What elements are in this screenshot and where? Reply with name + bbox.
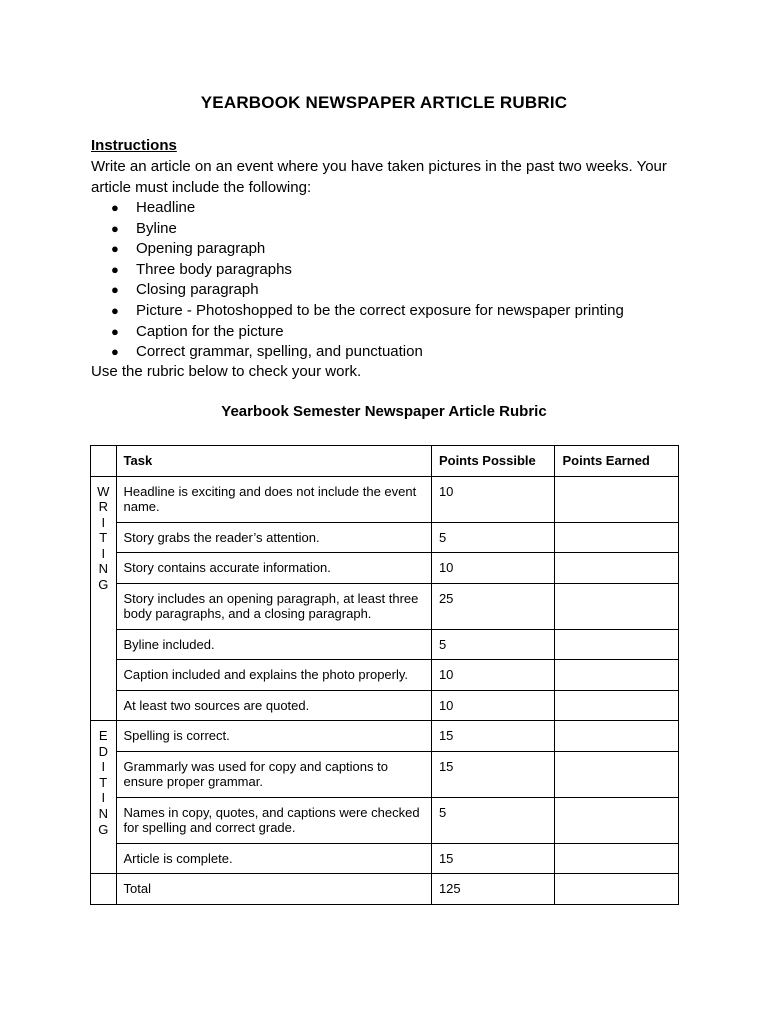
section-letter: I xyxy=(101,759,106,775)
points-possible-cell: 10 xyxy=(431,690,555,721)
table-row xyxy=(91,660,679,691)
bullet-icon: ● xyxy=(111,241,119,257)
section-letter: T xyxy=(99,530,108,546)
task-cell: Story includes an opening paragraph, at least three body paragraphs, and a closing paragraph. xyxy=(116,583,431,629)
requirement-text: Three body paragraphs xyxy=(136,260,292,278)
section-label-editing xyxy=(91,721,117,874)
task-cell: Names in copy, quotes, and captions were checked for spelling and correct grade. xyxy=(116,797,431,843)
table-row xyxy=(91,797,679,843)
bullet-icon: ● xyxy=(111,261,119,277)
total-label: Total xyxy=(116,874,431,905)
header-points-possible: Points Possible xyxy=(431,446,555,477)
instructions-intro: Write an article on an event where you have taken pictures in the past two weeks. Your article must include the following: xyxy=(91,158,667,196)
task-cell: Caption included and explains the photo properly. xyxy=(116,660,431,691)
task-cell: Byline included. xyxy=(116,629,431,660)
table-row xyxy=(91,583,679,629)
requirement-item xyxy=(91,198,624,219)
section-letter: E xyxy=(98,728,108,743)
points-possible-cell: 10 xyxy=(431,553,555,584)
rubric-table xyxy=(90,445,679,905)
section-letter: W xyxy=(97,483,110,499)
requirement-text: Headline xyxy=(136,199,196,216)
points-earned-cell[interactable] xyxy=(555,583,679,629)
header-points-earned: Points Earned xyxy=(555,446,679,477)
section-label-writing xyxy=(91,476,117,721)
rubric-header-row xyxy=(91,446,679,477)
requirement-item xyxy=(91,260,624,281)
total-section-cell xyxy=(91,874,117,905)
total-points-possible: 125 xyxy=(431,874,555,905)
task-cell: Spelling is correct. xyxy=(116,721,431,752)
points-earned-cell[interactable] xyxy=(555,476,679,522)
task-cell: Story grabs the reader’s attention. xyxy=(116,522,431,553)
points-possible-cell: 5 xyxy=(431,797,555,843)
requirement-text: Caption for the picture xyxy=(136,322,284,340)
points-earned-cell[interactable] xyxy=(555,690,679,721)
table-row xyxy=(91,476,679,522)
table-row xyxy=(91,721,679,752)
points-possible-cell: 25 xyxy=(431,583,555,629)
bullet-icon: ● xyxy=(111,323,119,339)
section-letter: N xyxy=(98,805,108,821)
requirement-item xyxy=(91,280,624,301)
requirement-text: Closing paragraph xyxy=(136,281,259,299)
task-cell: At least two sources are quoted. xyxy=(116,690,431,721)
header-task: Task xyxy=(116,446,431,477)
bullet-icon: ● xyxy=(111,302,119,318)
requirement-item xyxy=(91,342,624,363)
points-earned-cell[interactable] xyxy=(555,660,679,691)
rubric-title: Yearbook Semester Newspaper Article Rubric xyxy=(221,403,547,420)
section-letter: G xyxy=(98,821,109,837)
points-possible-cell: 15 xyxy=(431,751,555,797)
points-earned-cell[interactable] xyxy=(555,797,679,843)
table-row xyxy=(91,843,679,874)
points-earned-cell[interactable] xyxy=(555,843,679,874)
points-possible-cell: 15 xyxy=(431,721,555,752)
task-cell: Article is complete. xyxy=(116,843,431,874)
bullet-icon: ● xyxy=(111,200,119,215)
task-cell: Headline is exciting and does not include the event name. xyxy=(116,476,431,522)
points-possible-cell: 5 xyxy=(431,522,555,553)
section-letter: D xyxy=(98,743,108,759)
requirement-item xyxy=(91,239,624,260)
task-cell: Story contains accurate information. xyxy=(116,553,431,584)
task-cell: Grammarly was used for copy and captions to ensure proper grammar. xyxy=(116,751,431,797)
requirement-text: Byline xyxy=(136,219,177,237)
bullet-icon: ● xyxy=(111,220,119,236)
points-possible-cell: 10 xyxy=(431,660,555,691)
instructions-heading: Instructions xyxy=(91,137,177,154)
points-possible-cell: 5 xyxy=(431,629,555,660)
section-letter: I xyxy=(101,790,106,806)
table-row xyxy=(91,629,679,660)
section-letter: I xyxy=(101,514,106,530)
instructions-outro: Use the rubric below to check your work. xyxy=(91,363,362,380)
points-earned-cell[interactable] xyxy=(555,553,679,584)
table-row xyxy=(91,690,679,721)
total-row xyxy=(91,874,679,905)
requirement-text: Correct grammar, spelling, and punctuation xyxy=(136,343,423,361)
section-letter: G xyxy=(98,577,109,593)
header-section xyxy=(91,446,117,477)
section-letter: I xyxy=(101,545,106,561)
requirement-item xyxy=(91,219,624,240)
points-possible-cell: 15 xyxy=(431,843,555,874)
points-earned-cell[interactable] xyxy=(555,751,679,797)
section-letter: N xyxy=(98,561,108,577)
section-letter: T xyxy=(99,774,108,790)
requirement-item xyxy=(91,301,624,322)
table-row xyxy=(91,553,679,584)
total-points-earned[interactable] xyxy=(555,874,679,905)
bullet-icon: ● xyxy=(111,344,119,360)
requirements-list xyxy=(91,198,624,363)
requirement-item xyxy=(91,322,624,343)
points-earned-cell[interactable] xyxy=(555,721,679,752)
points-possible-cell: 10 xyxy=(431,476,555,522)
table-row xyxy=(91,751,679,797)
requirement-text: Opening paragraph xyxy=(136,240,266,258)
bullet-icon: ● xyxy=(111,282,119,298)
requirement-text: Picture - Photoshopped to be the correct exposure for newspaper printing xyxy=(136,301,624,319)
rubric-body xyxy=(91,476,679,904)
table-row xyxy=(91,522,679,553)
points-earned-cell[interactable] xyxy=(555,522,679,553)
points-earned-cell[interactable] xyxy=(555,629,679,660)
page-title: YEARBOOK NEWSPAPER ARTICLE RUBRIC xyxy=(200,93,568,112)
section-letter: R xyxy=(98,499,108,515)
